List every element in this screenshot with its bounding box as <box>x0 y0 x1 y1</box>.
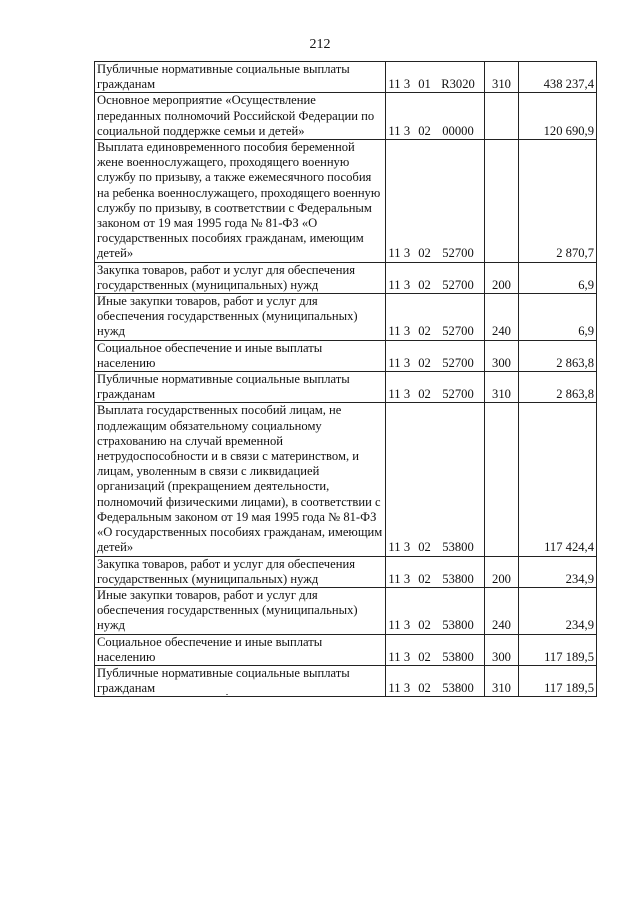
code-part-2: 3 <box>403 246 411 261</box>
row-amount: 120 690,9 <box>519 93 597 140</box>
row-name: Публичные нормативные социальные выплаты гражданам <box>95 62 386 93</box>
row-amount: 117 424,4 <box>519 403 597 556</box>
code-part-2: 3 <box>403 649 411 664</box>
code-part-2: 3 <box>403 571 411 586</box>
row-expense-type: 310 <box>485 372 519 403</box>
row-amount: 6,9 <box>519 262 597 293</box>
code-part-1: 11 <box>388 649 401 664</box>
code-part-4: 53800 <box>442 618 474 633</box>
row-amount: 438 237,4 <box>519 62 597 93</box>
code-part-2: 3 <box>403 387 411 402</box>
code-part-1: 11 <box>388 355 401 370</box>
row-code <box>386 556 485 587</box>
row-expense-type: 200 <box>485 556 519 587</box>
code-part-4: 53800 <box>442 681 474 696</box>
row-name: Выплата государственных пособий лицам, не подлежащим обязательному социальному страхованию на случай временной нетрудоспособности и в связи с материнством, и лицам, уволенным в связи с ликвидацией организаций (прекращением деятельности, полномочий физическими лицами), в соответствии с Федеральным законом от 19 мая 1995 года № 81-ФЗ «О государственных пособиях гражданам, имеющим детей» <box>95 403 386 556</box>
row-code <box>386 634 485 665</box>
table-row <box>95 403 597 556</box>
table-row <box>95 294 597 341</box>
table-row <box>95 587 597 634</box>
row-amount: 234,9 <box>519 556 597 587</box>
row-code <box>386 262 485 293</box>
row-expense-type <box>485 140 519 263</box>
code-part-1: 11 <box>388 77 401 92</box>
code-part-2: 3 <box>403 681 411 696</box>
code-part-2: 3 <box>403 77 411 92</box>
row-name: Публичные нормативные социальные выплаты гражданам <box>95 372 386 403</box>
code-part-1: 11 <box>388 277 401 292</box>
code-part-2: 3 <box>403 277 411 292</box>
row-expense-type: 200 <box>485 262 519 293</box>
row-code <box>386 62 485 93</box>
row-expense-type: 310 <box>485 62 519 93</box>
code-part-3: 02 <box>418 571 431 586</box>
row-amount: 6,9 <box>519 294 597 341</box>
code-part-3: 02 <box>418 246 431 261</box>
code-part-4: 53800 <box>442 649 474 664</box>
code-part-2: 3 <box>403 324 411 339</box>
row-amount: 117 189,5 <box>519 634 597 665</box>
code-part-3: 02 <box>418 649 431 664</box>
code-part-3: 02 <box>418 681 431 696</box>
row-name: Социальное обеспечение и иные выплаты населению <box>95 340 386 371</box>
code-part-4: 53800 <box>442 571 474 586</box>
table-row <box>95 140 597 263</box>
code-part-2: 3 <box>403 618 411 633</box>
table-row <box>95 665 597 696</box>
row-code <box>386 140 485 263</box>
row-name: Публичные нормативные социальные выплаты гражданам <box>95 665 386 696</box>
row-expense-type: 300 <box>485 634 519 665</box>
code-part-2: 3 <box>403 355 411 370</box>
row-expense-type: 300 <box>485 340 519 371</box>
row-code <box>386 340 485 371</box>
code-part-1: 11 <box>388 324 401 339</box>
code-part-3: 02 <box>418 123 431 138</box>
row-code <box>386 665 485 696</box>
row-code <box>386 372 485 403</box>
code-part-3: 02 <box>418 324 431 339</box>
code-part-4: 52700 <box>442 246 474 261</box>
code-part-3: 02 <box>418 277 431 292</box>
code-part-1: 11 <box>388 571 401 586</box>
row-expense-type <box>485 403 519 556</box>
row-expense-type: 240 <box>485 294 519 341</box>
row-name: Основное мероприятие «Осуществление переданных полномочий Российской Федерации по социальной поддержке семьи и детей» <box>95 93 386 140</box>
table-row <box>95 62 597 93</box>
row-name: Закупка товаров, работ и услуг для обеспечения государственных (муниципальных) нужд <box>95 262 386 293</box>
code-part-4: 52700 <box>442 355 474 370</box>
table-row <box>95 634 597 665</box>
page-number: 212 <box>309 37 331 52</box>
code-part-1: 11 <box>388 246 401 261</box>
row-amount: 2 863,8 <box>519 372 597 403</box>
code-part-3: 02 <box>418 355 431 370</box>
code-part-4: 52700 <box>442 324 474 339</box>
row-code <box>386 403 485 556</box>
table-row <box>95 340 597 371</box>
row-name: Выплата единовременного пособия беременной жене военнослужащего, проходящего военную службу по призыву, а также ежемесячного пособия на ребенка военнослужащего, проходящего военную службу по призыву, в соответствии с Федеральным законом от 19 мая 1995 года № 81-ФЗ «О государственных пособиях гражданам, имеющим детей» <box>95 140 386 263</box>
code-part-3: 02 <box>418 387 431 402</box>
row-code <box>386 587 485 634</box>
budget-table <box>94 61 597 697</box>
scan-speck <box>226 694 228 695</box>
code-part-1: 11 <box>388 681 401 696</box>
table-row <box>95 262 597 293</box>
row-expense-type <box>485 93 519 140</box>
row-code <box>386 294 485 341</box>
row-expense-type: 310 <box>485 665 519 696</box>
row-expense-type: 240 <box>485 587 519 634</box>
code-part-1: 11 <box>388 618 401 633</box>
code-part-2: 3 <box>403 540 411 555</box>
code-part-4: R3020 <box>441 77 475 92</box>
code-part-3: 01 <box>418 77 431 92</box>
row-amount: 2 863,8 <box>519 340 597 371</box>
code-part-1: 11 <box>388 387 401 402</box>
code-part-4: 00000 <box>442 123 474 138</box>
code-part-2: 3 <box>403 123 411 138</box>
row-amount: 234,9 <box>519 587 597 634</box>
code-part-1: 11 <box>388 123 401 138</box>
table-row <box>95 556 597 587</box>
row-code <box>386 93 485 140</box>
table-row <box>95 372 597 403</box>
table-row <box>95 93 597 140</box>
code-part-3: 02 <box>418 618 431 633</box>
row-name: Иные закупки товаров, работ и услуг для обеспечения государственных (муниципальных) нужд <box>95 587 386 634</box>
row-amount: 2 870,7 <box>519 140 597 263</box>
code-part-4: 53800 <box>442 540 474 555</box>
row-name: Иные закупки товаров, работ и услуг для обеспечения государственных (муниципальных) нужд <box>95 294 386 341</box>
code-part-3: 02 <box>418 540 431 555</box>
row-name: Закупка товаров, работ и услуг для обеспечения государственных (муниципальных) нужд <box>95 556 386 587</box>
code-part-4: 52700 <box>442 387 474 402</box>
row-amount: 117 189,5 <box>519 665 597 696</box>
row-name: Социальное обеспечение и иные выплаты населению <box>95 634 386 665</box>
code-part-4: 52700 <box>442 277 474 292</box>
code-part-1: 11 <box>388 540 401 555</box>
